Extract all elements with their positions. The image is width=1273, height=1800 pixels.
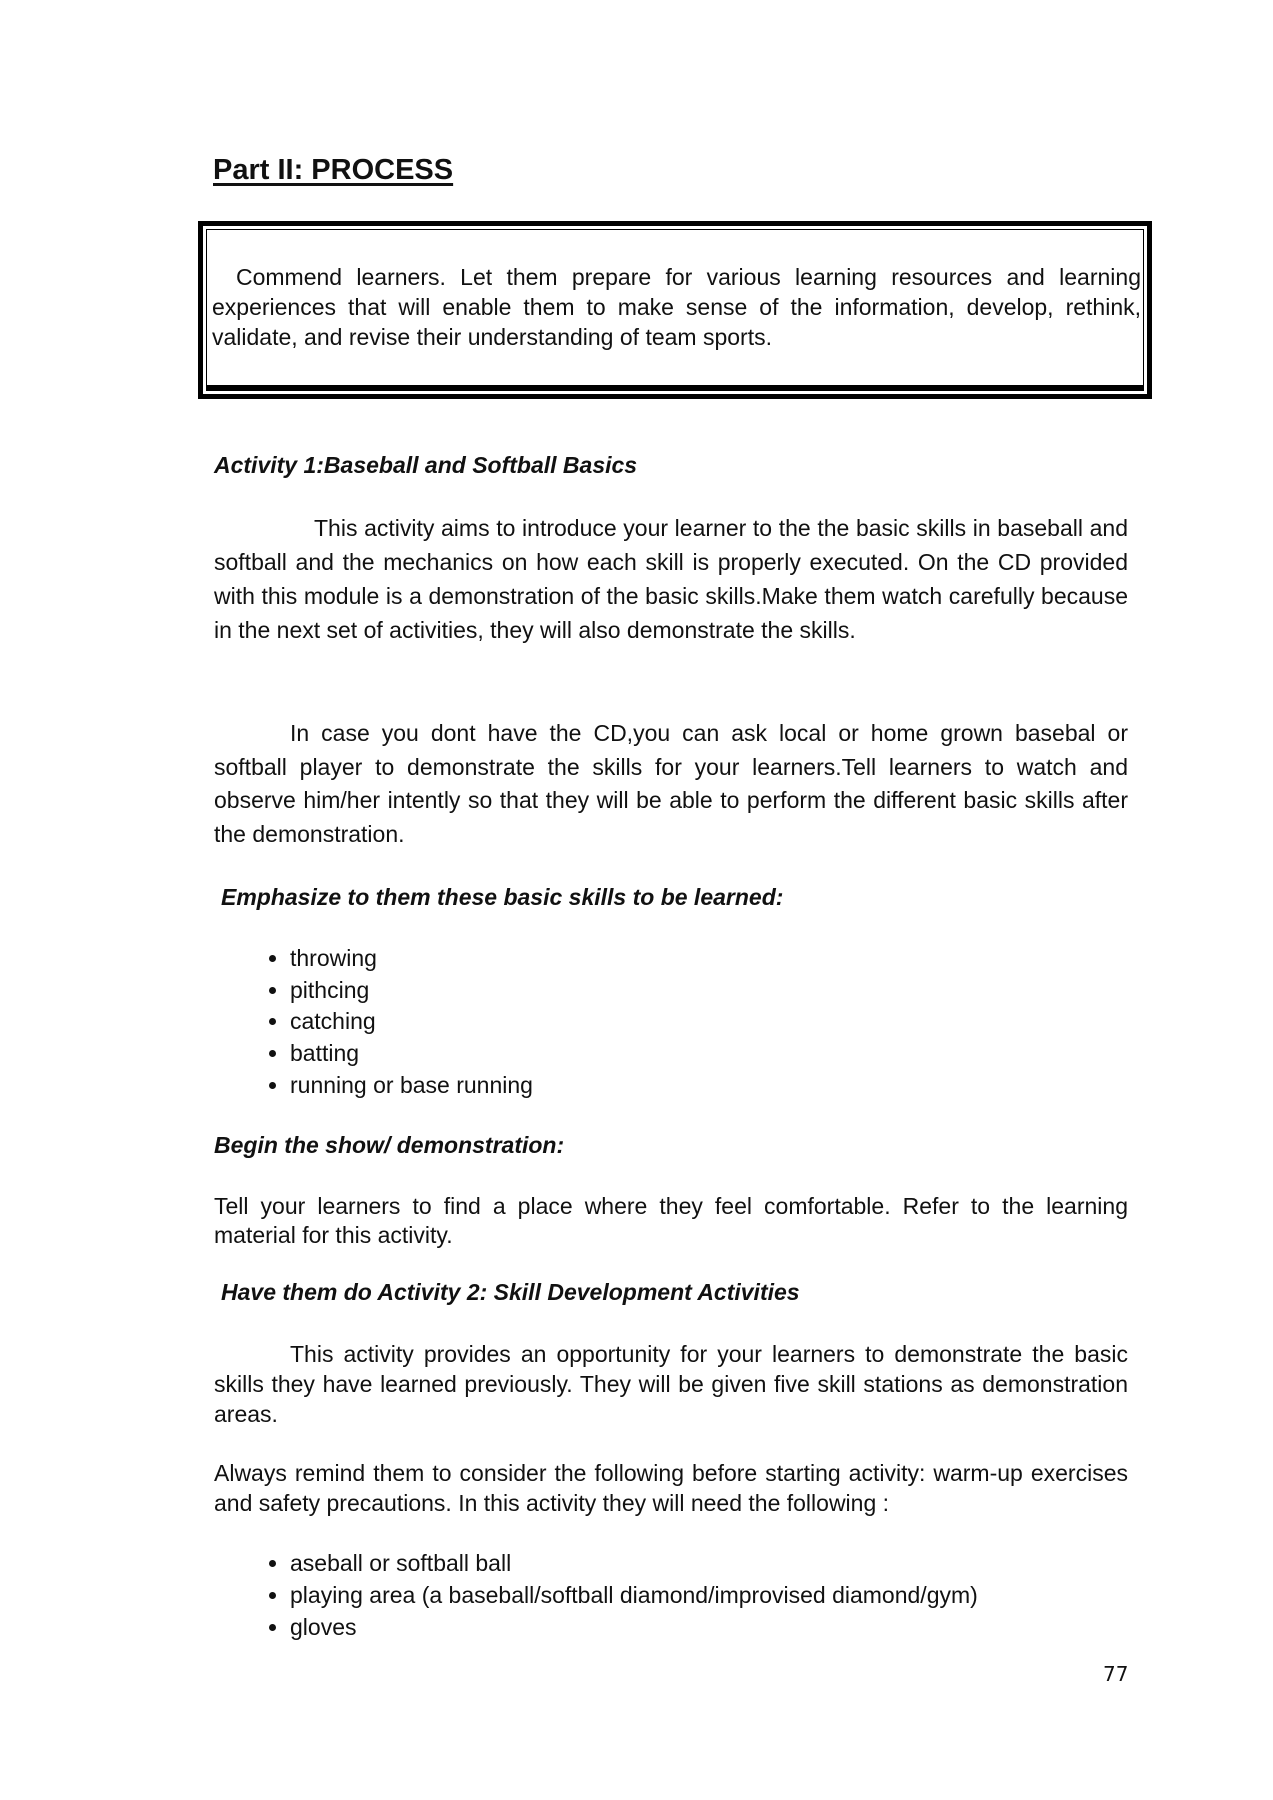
skills-list bbox=[214, 943, 1204, 1102]
activity1-heading: Activity 1:Baseball and Softball Basics bbox=[214, 452, 638, 478]
begin-heading: Begin the show/ demonstration: bbox=[214, 1132, 565, 1158]
paragraph-3: Tell your learners to find a place where they feel comfortable. Refer to the learning material for this activity. bbox=[214, 1193, 1128, 1248]
list-item: • throwing bbox=[290, 943, 1204, 975]
page-number: 77 bbox=[1103, 1662, 1129, 1686]
list-item: • catching bbox=[290, 1006, 1204, 1038]
box-text bbox=[212, 262, 1141, 352]
materials-list bbox=[214, 1547, 1204, 1643]
paragraph-4: This activity provides an opportunity for your learners to demonstrate the basic skills they have learned previously. They will be given five skill stations as demonstration areas. bbox=[214, 1341, 1128, 1427]
box-text-content: Commend learners. Let them prepare for various learning resources and learning experiences that will enable them to make sense of the information, develop, rethink, validate, and revise their understanding of team sports. bbox=[212, 264, 1141, 350]
activity2-heading: Have them do Activity 2: Skill Development Activities bbox=[221, 1279, 800, 1305]
page-title: Part II: PROCESS bbox=[213, 154, 454, 186]
emphasize-heading: Emphasize to them these basic skills to be learned: bbox=[221, 884, 784, 910]
list-item: • gloves bbox=[290, 1611, 1204, 1643]
list-item: • batting bbox=[290, 1038, 1204, 1070]
list-item: • pithcing bbox=[290, 975, 1204, 1007]
list-item: • running or base running bbox=[290, 1070, 1204, 1102]
list-item: • playing area (a baseball/softball diamond/improvised diamond/gym) bbox=[290, 1579, 1204, 1611]
paragraph-1: This activity aims to introduce your learner to the the basic skills in baseball and softball and the mechanics on how each skill is properly executed. On the CD provided with this module is a demonstration of the basic skills.Make them watch carefully because in the next set of activities, they will also demonstrate the skills. bbox=[214, 515, 1128, 643]
instruction-box bbox=[198, 221, 1152, 399]
paragraph-2: In case you dont have the CD,you can ask local or home grown basebal or softball player to demonstrate the skills for your learners.Tell learners to watch and observe him/her intently so that they will be able to perform the different basic skills after the demonstration. bbox=[214, 720, 1128, 847]
paragraph-5: Always remind them to consider the following before starting activity: warm-up exercises and safety precautions. In this activity they will need the following : bbox=[214, 1460, 1128, 1516]
list-item: • aseball or softball ball bbox=[290, 1547, 1204, 1579]
